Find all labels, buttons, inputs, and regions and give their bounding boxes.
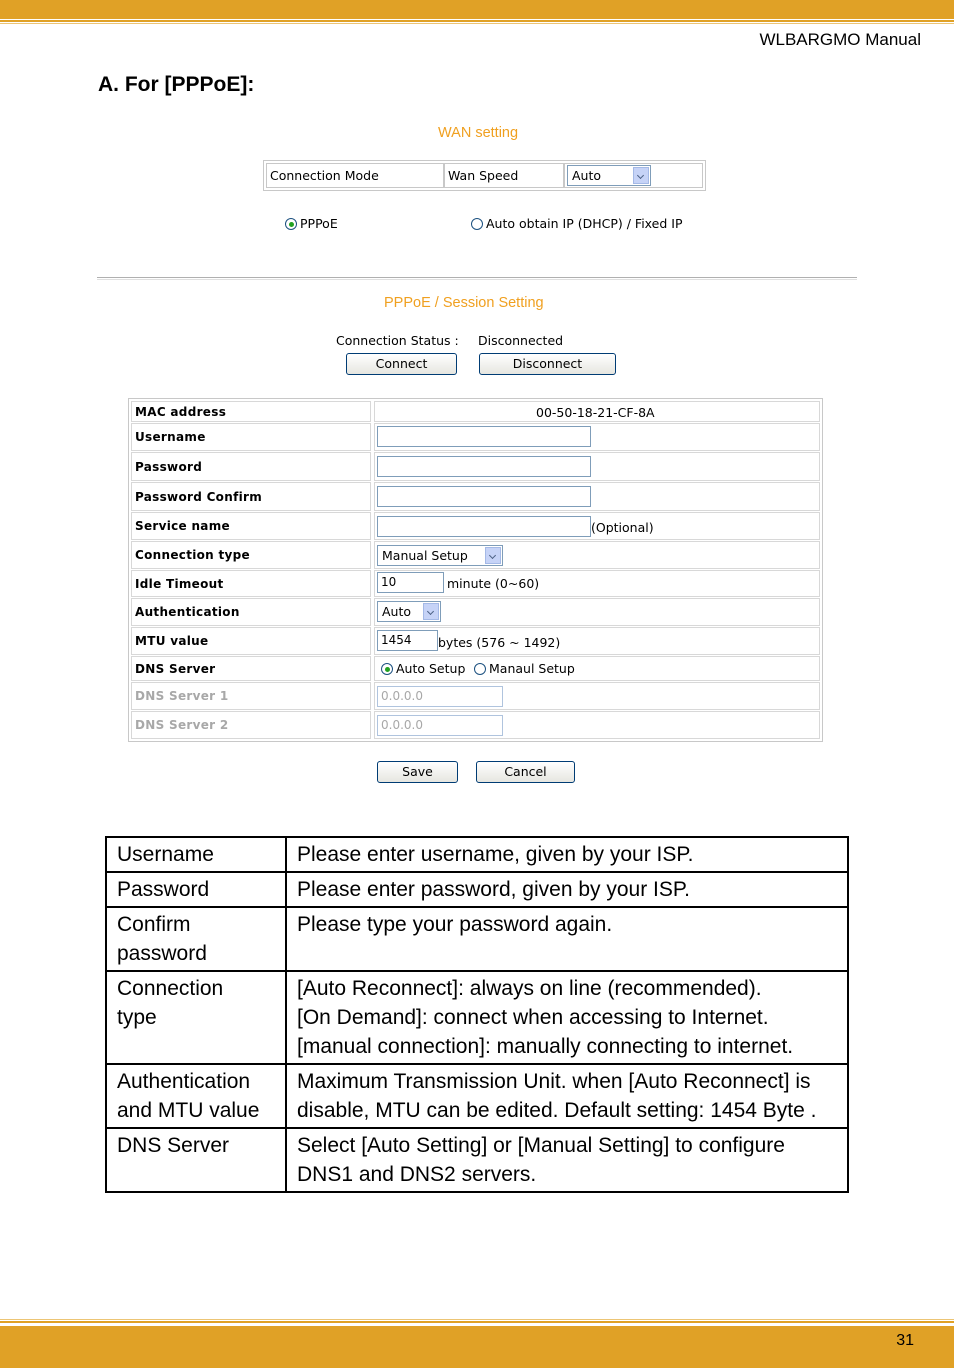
pppoe-form-table [128,398,823,742]
dns-server-1-row [131,682,820,710]
description-table [105,836,849,1193]
term-dns-server: DNS Server [106,1128,286,1192]
table-row [106,1064,848,1128]
connection-type-value: Manual Setup [382,548,468,563]
chevron-down-icon [633,167,649,184]
section-heading: A. For [PPPoE]: [98,73,255,96]
password-confirm-input[interactable] [377,486,591,507]
connection-status-label: Connection Status : [336,333,459,348]
service-name-label: Service name [131,512,371,540]
desc-confirm-password: Please type your password again. [286,907,848,971]
desc-dns-server: Select [Auto Setting] or [Manual Setting] to configure DNS1 and DNS2 servers. [286,1128,848,1192]
header-rule [0,20,954,22]
dns-server-1-cell [374,682,820,710]
dns-auto-label: Auto Setup [396,661,466,676]
authentication-label: Authentication [131,598,371,626]
service-name-row [131,512,820,540]
header-rule-thin [0,23,954,24]
chevron-down-icon [485,547,501,564]
idle-timeout-input[interactable]: 10 [377,572,444,593]
mac-value: 00-50-18-21-CF-8A [536,405,655,420]
pppoe-radio[interactable] [285,218,297,230]
page-number: 31 [896,1332,914,1349]
connection-type-cell [374,541,820,569]
mtu-label: MTU value [131,627,371,655]
mac-value-cell [374,401,820,422]
cancel-button[interactable]: Cancel [476,761,575,783]
pppoe-radio-label: PPPoE [300,216,338,231]
table-row [106,971,848,1064]
service-name-hint: (Optional) [591,520,654,535]
dns-auto-radio[interactable] [381,663,393,675]
wan-speed-value: Auto [572,168,602,183]
username-input[interactable] [377,426,591,447]
authentication-value: Auto [382,604,412,619]
password-row [131,452,820,481]
password-confirm-label: Password Confirm [131,482,371,511]
connection-type-row [131,541,820,569]
term-connection-type: Connection type [106,971,286,1064]
term-confirm-password: Confirm password [106,907,286,971]
footer-rule-thin [0,1319,954,1320]
username-cell [374,423,820,451]
authentication-select[interactable] [377,601,441,622]
section-divider [97,277,857,280]
password-confirm-cell [374,482,820,511]
mac-label: MAC address [131,401,371,422]
password-cell [374,452,820,481]
authentication-row [131,598,820,626]
username-row [131,423,820,451]
table-row [106,837,848,872]
dhcp-radio-label: Auto obtain IP (DHCP) / Fixed IP [486,216,683,231]
service-name-cell [374,512,820,540]
password-label: Password [131,452,371,481]
dns-server-1-input[interactable]: 0.0.0.0 [377,686,503,707]
mtu-hint: bytes (576 ~ 1492) [438,635,561,650]
dns-manual-label: Manaul Setup [489,661,575,676]
dns-server-1-label: DNS Server 1 [131,682,371,710]
save-button[interactable]: Save [377,761,458,783]
header-bar [0,0,954,19]
term-password: Password [106,872,286,907]
mtu-cell [374,627,820,655]
service-name-input[interactable] [377,516,591,537]
mac-row [131,401,820,422]
wan-speed-select[interactable] [567,165,651,186]
dns-server-2-row [131,711,820,739]
mtu-row [131,627,820,655]
connection-type-label: Connection type [131,541,371,569]
username-label: Username [131,423,371,451]
disconnect-button[interactable]: Disconnect [479,353,616,375]
connection-status-value: Disconnected [478,333,564,348]
dns-manual-radio[interactable] [474,663,486,675]
desc-password: Please enter password, given by your ISP. [286,872,848,907]
dhcp-radio[interactable] [471,218,483,230]
password-input[interactable] [377,456,591,477]
connection-type-select[interactable] [377,545,503,566]
idle-timeout-cell [374,570,820,597]
table-row [106,907,848,971]
manual-title: WLBARGMO Manual [759,30,921,49]
dns-server-2-input[interactable]: 0.0.0.0 [377,715,503,736]
term-authentication-mtu: Authentication and MTU value [106,1064,286,1128]
footer-rule [0,1321,954,1323]
desc-username: Please enter username, given by your ISP. [286,837,848,872]
mtu-input[interactable]: 1454 [377,630,438,651]
footer-bar [0,1326,954,1368]
authentication-cell [374,598,820,626]
term-username: Username [106,837,286,872]
desc-connection-type: [Auto Reconnect]: always on line (recommended). [On Demand]: connect when accessing to Internet. [manual connection]: manually connecting to internet. [286,971,848,1064]
connection-mode-label: Connection Mode [266,163,444,188]
wan-setting-title: WAN setting [438,125,519,141]
session-setting-title: PPPoE / Session Setting [384,295,544,311]
password-confirm-row [131,482,820,511]
dns-server-cell [374,656,820,681]
chevron-down-icon [423,603,439,620]
table-row [106,1128,848,1192]
dns-server-2-cell [374,711,820,739]
idle-timeout-hint: minute (0~60) [447,576,540,591]
wan-speed-label: Wan Speed [444,163,564,188]
idle-timeout-row [131,570,820,597]
desc-authentication-mtu: Maximum Transmission Unit. when [Auto Reconnect] is disable, MTU can be edited. Default setting: 1454 Byte . [286,1064,848,1128]
table-row [106,872,848,907]
dns-server-row [131,656,820,681]
dns-server-2-label: DNS Server 2 [131,711,371,739]
idle-timeout-label: Idle Timeout [131,570,371,597]
dns-server-label: DNS Server [131,656,371,681]
connect-button[interactable]: Connect [346,353,457,375]
